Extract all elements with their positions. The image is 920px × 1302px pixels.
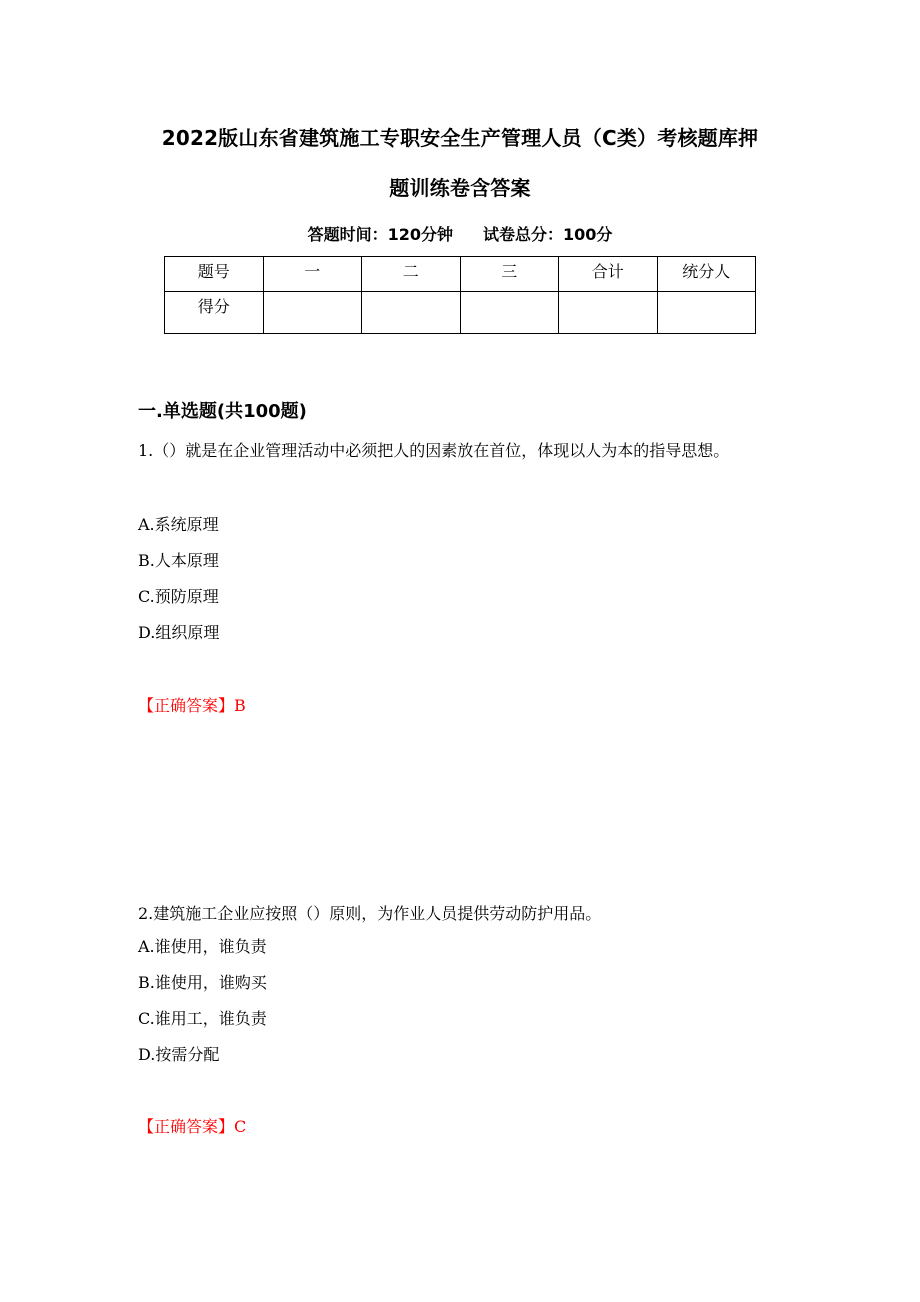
exam-time: 答题时间：120分钟 <box>307 225 453 244</box>
score-table-row-label: 得分 <box>165 292 264 334</box>
question-2-answer <box>138 1114 246 1137</box>
question-1-text: 1.（）就是在企业管理活动中必须把人的因素放在首位，体现以人为本的指导思想。 <box>138 441 730 460</box>
answer-label: 【正确答案】 <box>138 696 235 715</box>
exam-meta <box>0 222 920 245</box>
question-2-option-a: A.谁使用，谁负责 <box>138 937 267 956</box>
section-heading: 一.单选题(共100题) <box>138 401 307 422</box>
exam-total-score: 试卷总分：100分 <box>483 225 613 244</box>
question-1-answer <box>138 693 246 716</box>
score-table-header-cell: 合计 <box>559 257 658 292</box>
question-2-option-c: C.谁用工，谁负责 <box>138 1009 267 1028</box>
answer-value: B <box>234 696 246 715</box>
score-cell <box>460 292 559 334</box>
question-1-option-c: C.预防原理 <box>138 587 219 606</box>
document-title-line-2: 题训练卷含答案 <box>389 176 531 200</box>
score-cell <box>263 292 362 334</box>
answer-value: C <box>234 1117 247 1136</box>
document-title-line-1: 2022版山东省建筑施工专职安全生产管理人员（C类）考核题库押 <box>161 126 759 150</box>
score-table-header-cell: 题号 <box>165 257 264 292</box>
answer-label: 【正确答案】 <box>138 1117 235 1136</box>
question-2-option-d: D.按需分配 <box>138 1045 220 1064</box>
question-1-option-a: A.系统原理 <box>138 515 219 534</box>
question-1-option-d: D.组织原理 <box>138 623 220 642</box>
score-table <box>164 256 756 334</box>
score-table-header-cell: 一 <box>263 257 362 292</box>
score-table-header-row <box>165 257 756 292</box>
score-table-header-cell: 统分人 <box>657 257 756 292</box>
score-cell <box>362 292 461 334</box>
score-table-header-cell: 二 <box>362 257 461 292</box>
question-1-option-b: B.人本原理 <box>138 551 219 570</box>
question-2-text: 2.建筑施工企业应按照（）原则，为作业人员提供劳动防护用品。 <box>138 904 602 923</box>
score-table-score-row <box>165 292 756 334</box>
score-table-header-cell: 三 <box>460 257 559 292</box>
question-2-option-b: B.谁使用，谁购买 <box>138 973 267 992</box>
score-cell <box>657 292 756 334</box>
score-cell <box>559 292 658 334</box>
